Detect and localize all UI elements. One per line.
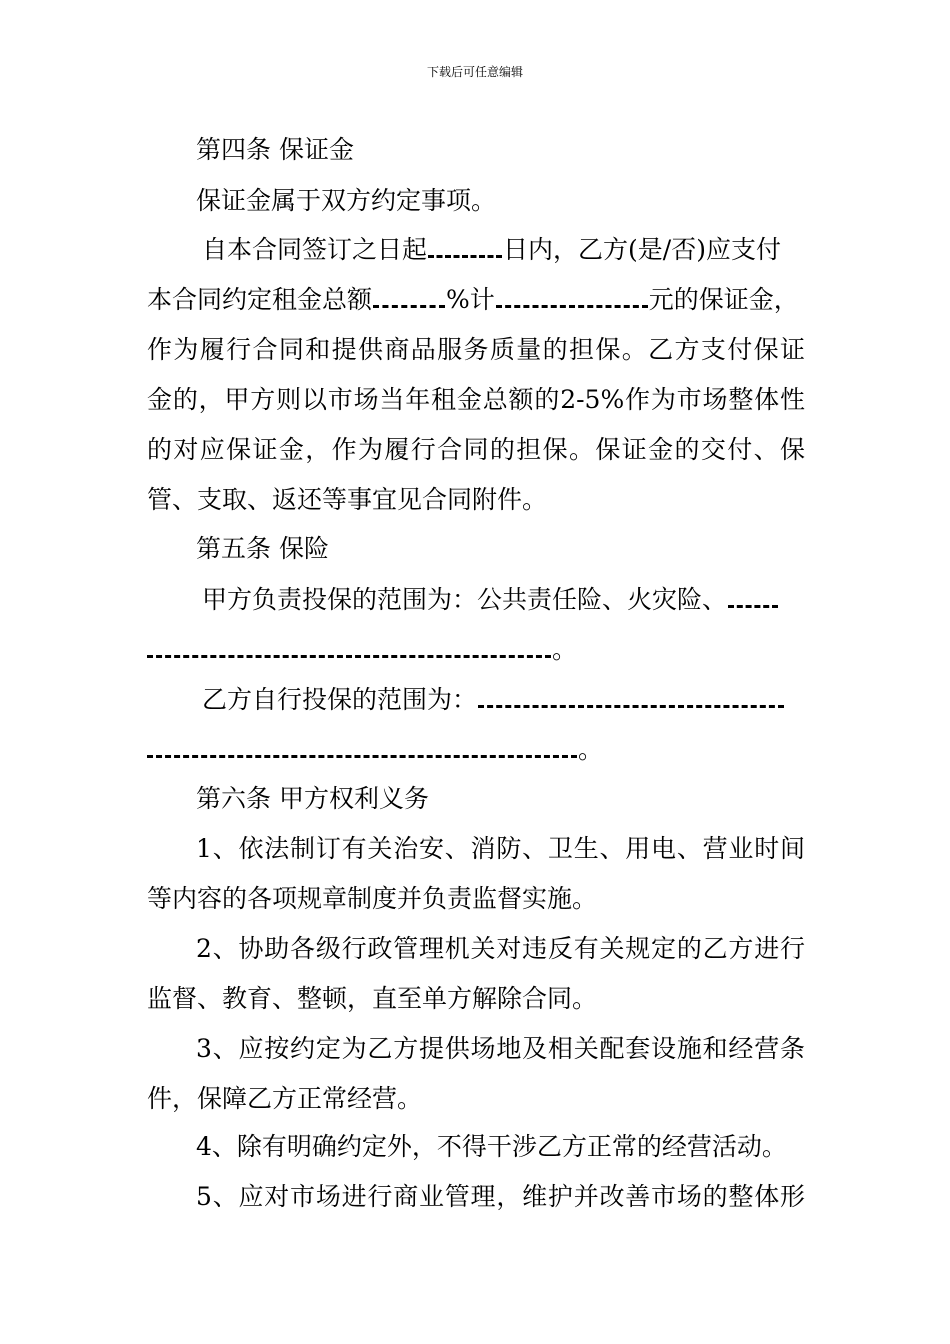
article-5-para-2-line-2 — [147, 733, 603, 767]
article-4-para-2-line-4: 金的，甲方则以市场当年租金总额的2-5%作为市场整体性 — [147, 385, 805, 414]
text-segment: 本合同约定租金总额 — [147, 285, 373, 314]
text-segment: %计 — [446, 285, 495, 314]
article-5-para-1-line-2 — [147, 633, 577, 667]
article-4-title: 第四条 保证金 — [196, 135, 354, 164]
text-segment: 。 — [552, 635, 578, 664]
article-6-item-3-line-1: 3、应按约定为乙方提供场地及相关配套设施和经营条 — [196, 1034, 805, 1063]
article-4-para-2-line-2 — [147, 283, 799, 317]
article-4-para-2-line-3: 作为履行合同和提供商品服务质量的担保。乙方支付保证 — [147, 335, 805, 364]
article-5-para-2-line-1 — [202, 683, 785, 717]
article-6-item-1-line-1: 1、依法制订有关治安、消防、卫生、用电、营业时间 — [196, 834, 805, 863]
text-segment: 元的保证金， — [648, 285, 799, 314]
article-6-item-1-line-2: 等内容的各项规章制度并负责监督实施。 — [147, 884, 598, 913]
text-segment: 。 — [578, 735, 604, 764]
text-segment: 乙方自行投保的范围为： — [202, 685, 478, 714]
article-5-para-1-line-1 — [202, 583, 779, 617]
article-4-para-2-line-6: 管、支取、返还等事宜见合同附件。 — [147, 485, 548, 514]
text-segment: 日内，乙方(是/否)应支付 — [503, 235, 781, 264]
article-5-title: 第五条 保险 — [196, 534, 329, 563]
article-6-title: 第六条 甲方权利义务 — [196, 784, 429, 813]
article-4-para-2-line-1 — [202, 233, 781, 267]
text-segment: 甲方负责投保的范围为：公共责任险、火灾险、 — [202, 585, 728, 614]
article-4-para-2-line-5: 的对应保证金，作为履行合同的担保。保证金的交付、保 — [147, 435, 805, 464]
blank-days-field[interactable] — [428, 255, 502, 258]
article-6-item-5-line-1: 5、应对市场进行商业管理，维护并改善市场的整体形 — [196, 1182, 805, 1211]
article-6-item-2-line-1: 2、协助各级行政管理机关对违反有关规定的乙方进行 — [196, 934, 805, 963]
blank-self-insurance-field[interactable] — [147, 755, 577, 758]
article-6-item-2-line-2: 监督、教育、整顿，直至单方解除合同。 — [147, 984, 598, 1013]
article-4-para-1: 保证金属于双方约定事项。 — [196, 186, 497, 215]
blank-amount-field[interactable] — [496, 305, 648, 308]
blank-self-insurance-field[interactable] — [478, 705, 784, 708]
page-header: 下载后可任意编辑 — [426, 65, 523, 79]
article-6-item-4-line-1: 4、除有明确约定外，不得干涉乙方正常的经营活动。 — [196, 1132, 787, 1161]
blank-insurance-scope-field[interactable] — [147, 655, 551, 658]
blank-percent-field[interactable] — [373, 305, 445, 308]
blank-insurance-scope-field[interactable] — [728, 605, 778, 608]
text-segment: 自本合同签订之日起 — [202, 235, 428, 264]
article-6-item-3-line-2: 件，保障乙方正常经营。 — [147, 1084, 423, 1113]
